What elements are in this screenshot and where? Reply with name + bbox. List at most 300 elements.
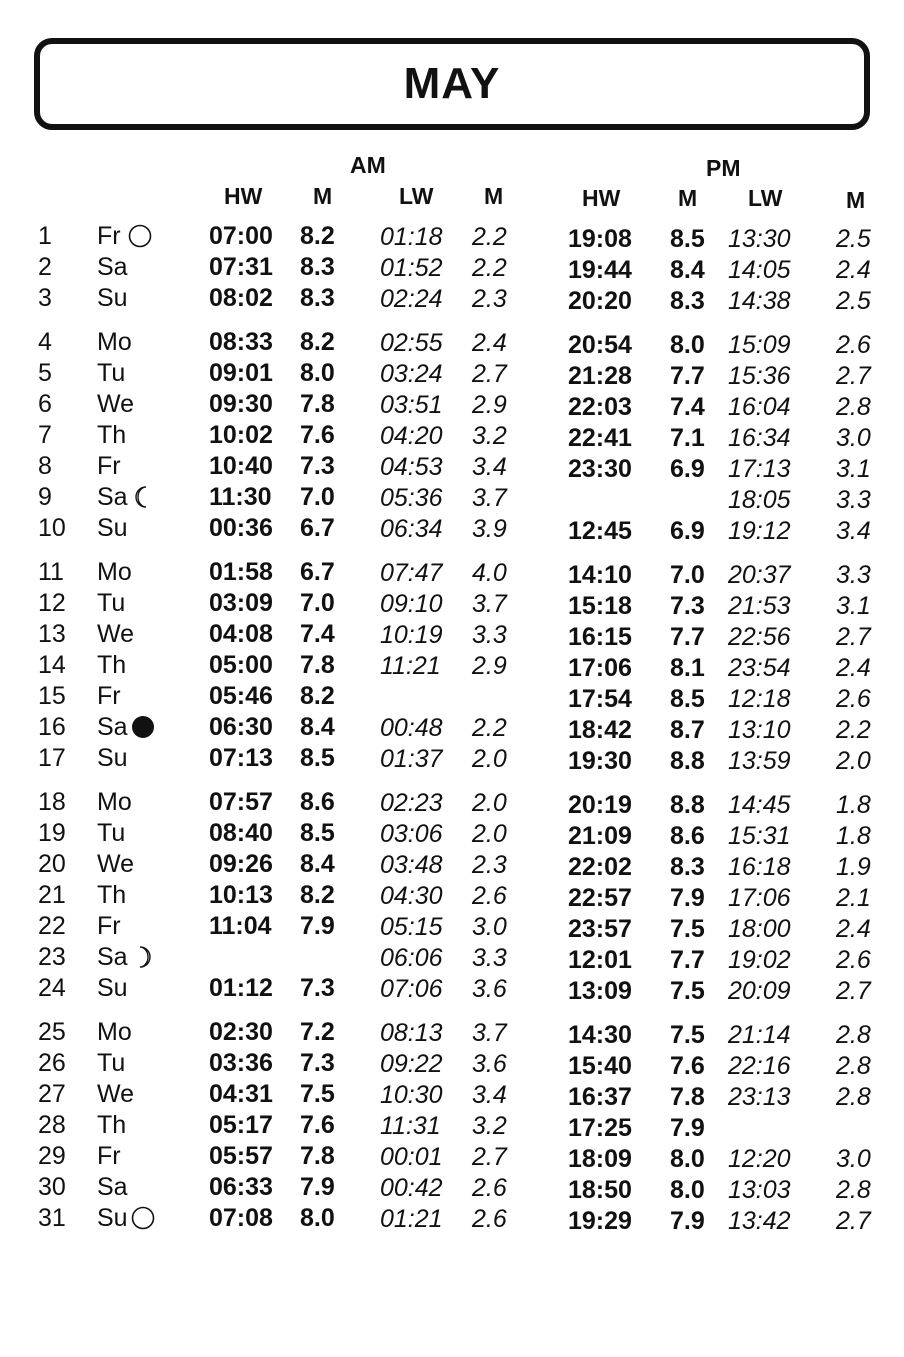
cell-am-hw: 01:58 <box>209 558 273 586</box>
cell-pm-lw: 20:37 <box>728 561 791 589</box>
cell-pm-lw: 14:05 <box>728 256 791 284</box>
cell-am-lw: 05:15 <box>380 913 443 941</box>
cell-am-hw: 02:30 <box>209 1018 273 1046</box>
cell-pm-lw: 23:54 <box>728 654 791 682</box>
cell-am-lw-m: 3.6 <box>472 1050 507 1078</box>
cell-pm-hw-m: 8.5 <box>670 685 705 713</box>
cell-date: 10 <box>38 514 66 542</box>
cell-pm-hw-m: 8.7 <box>670 716 705 744</box>
cell-pm-hw: 15:18 <box>568 592 632 620</box>
cell-am-lw-m: 3.7 <box>472 1019 507 1047</box>
cell-am-hw-m: 8.2 <box>300 881 335 909</box>
cell-pm-hw-m: 7.6 <box>670 1052 705 1080</box>
cell-am-lw: 06:06 <box>380 944 443 972</box>
cell-day: We <box>97 620 135 648</box>
cell-am-lw: 00:48 <box>380 714 443 742</box>
cell-pm-hw: 20:19 <box>568 791 632 819</box>
new-moon-icon <box>131 715 155 739</box>
cell-day: Mo <box>97 558 132 586</box>
cell-date: 13 <box>38 620 66 648</box>
cell-day: Sa <box>97 1173 128 1201</box>
cell-am-hw: 08:33 <box>209 328 273 356</box>
cell-am-hw-m: 7.8 <box>300 390 335 418</box>
cell-pm-hw-m: 7.5 <box>670 977 705 1005</box>
cell-am-hw: 09:01 <box>209 359 273 387</box>
cell-am-hw: 08:02 <box>209 284 273 312</box>
cell-date: 4 <box>38 328 52 356</box>
cell-day: Mo <box>97 1018 132 1046</box>
cell-am-hw: 07:31 <box>209 253 273 281</box>
cell-pm-lw-m: 2.7 <box>836 1207 871 1235</box>
cell-date: 18 <box>38 788 66 816</box>
cell-am-lw: 02:55 <box>380 329 443 357</box>
cell-am-lw: 03:48 <box>380 851 443 879</box>
cell-pm-hw-m: 7.9 <box>670 1207 705 1235</box>
cell-pm-lw-m: 1.8 <box>836 791 871 819</box>
cell-pm-hw-m: 8.5 <box>670 225 705 253</box>
cell-day: We <box>97 850 135 878</box>
cell-pm-hw: 12:45 <box>568 517 632 545</box>
cell-pm-hw-m: 7.3 <box>670 592 705 620</box>
cell-am-hw-m: 7.0 <box>300 589 335 617</box>
cell-am-lw: 10:30 <box>380 1081 443 1109</box>
cell-pm-hw: 19:08 <box>568 225 632 253</box>
cell-am-hw-m: 8.4 <box>300 713 335 741</box>
cell-am-hw: 10:40 <box>209 452 273 480</box>
cell-am-lw-m: 3.0 <box>472 913 507 941</box>
cell-day: Fr <box>97 912 121 940</box>
cell-am-lw-m: 3.9 <box>472 515 507 543</box>
cell-pm-hw-m: 7.1 <box>670 424 705 452</box>
cell-day: Th <box>97 1111 127 1139</box>
cell-am-hw: 01:12 <box>209 974 273 1002</box>
cell-day: Sa <box>97 713 128 741</box>
cell-date: 21 <box>38 881 66 909</box>
cell-am-lw-m: 3.2 <box>472 1112 507 1140</box>
cell-am-lw-m: 2.9 <box>472 391 507 419</box>
cell-pm-lw: 21:14 <box>728 1021 791 1049</box>
cell-date: 26 <box>38 1049 66 1077</box>
cell-pm-hw: 12:01 <box>568 946 632 974</box>
cell-pm-lw-m: 3.3 <box>836 561 871 589</box>
cell-date: 2 <box>38 253 52 281</box>
cell-pm-lw: 14:45 <box>728 791 791 819</box>
first-quarter-icon <box>131 945 155 969</box>
cell-am-lw-m: 2.2 <box>472 223 507 251</box>
cell-pm-lw-m: 3.1 <box>836 455 871 483</box>
cell-pm-lw: 16:18 <box>728 853 791 881</box>
cell-am-lw-m: 2.3 <box>472 851 507 879</box>
cell-am-lw: 08:13 <box>380 1019 443 1047</box>
cell-am-hw: 11:30 <box>209 483 272 511</box>
cell-day: Su <box>97 514 128 542</box>
cell-pm-lw-m: 2.8 <box>836 1052 871 1080</box>
cell-am-lw: 01:21 <box>380 1205 443 1233</box>
cell-pm-lw: 19:12 <box>728 517 791 545</box>
cell-pm-hw: 22:41 <box>568 424 632 452</box>
cell-am-lw: 01:18 <box>380 223 443 251</box>
cell-pm-hw-m: 7.0 <box>670 561 705 589</box>
cell-am-hw-m: 7.8 <box>300 1142 335 1170</box>
cell-am-lw-m: 2.6 <box>472 882 507 910</box>
cell-am-hw: 09:26 <box>209 850 273 878</box>
cell-am-hw: 10:13 <box>209 881 273 909</box>
cell-pm-hw-m: 8.0 <box>670 331 705 359</box>
cell-day: Fr <box>97 1142 121 1170</box>
cell-pm-hw: 14:10 <box>568 561 632 589</box>
cell-pm-lw: 23:13 <box>728 1083 791 1111</box>
cell-day: Fr <box>97 682 121 710</box>
cell-date: 15 <box>38 682 66 710</box>
cell-pm-hw-m: 7.9 <box>670 884 705 912</box>
cell-pm-hw: 23:30 <box>568 455 632 483</box>
pm-hw-header: HW <box>582 185 621 211</box>
cell-pm-hw-m: 8.1 <box>670 654 705 682</box>
cell-pm-lw-m: 2.8 <box>836 1021 871 1049</box>
cell-pm-lw-m: 2.1 <box>836 884 871 912</box>
cell-am-hw-m: 8.4 <box>300 850 335 878</box>
cell-am-hw-m: 8.2 <box>300 328 335 356</box>
cell-am-lw-m: 2.6 <box>472 1174 507 1202</box>
cell-am-hw-m: 6.7 <box>300 558 335 586</box>
cell-date: 25 <box>38 1018 66 1046</box>
cell-pm-lw: 15:09 <box>728 331 791 359</box>
cell-pm-lw: 17:06 <box>728 884 791 912</box>
cell-am-hw: 07:08 <box>209 1204 273 1232</box>
full-moon-icon <box>128 224 152 248</box>
cell-pm-hw-m: 7.9 <box>670 1114 705 1142</box>
cell-pm-lw-m: 2.7 <box>836 362 871 390</box>
pm-header: PM <box>706 155 741 181</box>
cell-pm-hw: 19:29 <box>568 1207 632 1235</box>
cell-day: We <box>97 1080 135 1108</box>
cell-day: Su <box>97 1204 128 1232</box>
cell-am-lw: 02:24 <box>380 285 443 313</box>
pm-lw-m-header: M <box>846 187 866 213</box>
cell-pm-hw-m: 8.8 <box>670 747 705 775</box>
cell-pm-lw: 19:02 <box>728 946 791 974</box>
cell-pm-hw-m: 6.9 <box>670 517 705 545</box>
cell-am-lw-m: 2.7 <box>472 1143 507 1171</box>
cell-day: Tu <box>97 589 126 617</box>
cell-date: 27 <box>38 1080 66 1108</box>
cell-pm-hw: 22:03 <box>568 393 632 421</box>
cell-am-lw-m: 3.2 <box>472 422 507 450</box>
cell-am-hw: 05:00 <box>209 651 273 679</box>
cell-pm-lw-m: 1.9 <box>836 853 871 881</box>
cell-date: 30 <box>38 1173 66 1201</box>
full-moon-icon <box>131 1206 155 1230</box>
cell-day: Mo <box>97 788 132 816</box>
cell-pm-lw-m: 2.4 <box>836 256 871 284</box>
cell-pm-hw: 18:50 <box>568 1176 632 1204</box>
cell-pm-lw: 13:30 <box>728 225 791 253</box>
cell-pm-lw: 21:53 <box>728 592 791 620</box>
cell-am-hw: 06:30 <box>209 713 273 741</box>
cell-pm-hw-m: 8.0 <box>670 1145 705 1173</box>
cell-date: 16 <box>38 713 66 741</box>
cell-am-hw-m: 7.6 <box>300 421 335 449</box>
cell-pm-lw-m: 2.5 <box>836 287 871 315</box>
cell-am-lw-m: 2.2 <box>472 714 507 742</box>
cell-pm-hw: 19:44 <box>568 256 632 284</box>
cell-am-hw-m: 8.5 <box>300 744 335 772</box>
cell-am-lw-m: 3.4 <box>472 453 507 481</box>
cell-am-lw: 07:06 <box>380 975 443 1003</box>
cell-am-lw: 11:31 <box>380 1112 441 1140</box>
cell-am-hw-m: 8.6 <box>300 788 335 816</box>
cell-am-hw-m: 6.7 <box>300 514 335 542</box>
pm-lw-header: LW <box>748 185 783 211</box>
cell-am-hw: 05:57 <box>209 1142 273 1170</box>
cell-pm-hw: 20:54 <box>568 331 632 359</box>
month-title: MAY <box>403 59 501 108</box>
cell-am-lw-m: 2.6 <box>472 1205 507 1233</box>
cell-pm-lw: 13:59 <box>728 747 791 775</box>
cell-date: 28 <box>38 1111 66 1139</box>
cell-pm-lw: 13:10 <box>728 716 791 744</box>
cell-am-hw: 06:33 <box>209 1173 273 1201</box>
cell-pm-lw: 22:56 <box>728 623 791 651</box>
cell-am-hw: 08:40 <box>209 819 273 847</box>
cell-day: Th <box>97 421 127 449</box>
cell-pm-lw-m: 2.6 <box>836 685 871 713</box>
cell-date: 19 <box>38 819 66 847</box>
cell-date: 17 <box>38 744 66 772</box>
month-title-box <box>34 38 870 130</box>
cell-pm-lw: 18:00 <box>728 915 791 943</box>
cell-am-hw: 05:46 <box>209 682 273 710</box>
cell-day: Th <box>97 651 127 679</box>
cell-am-lw-m: 2.0 <box>472 789 507 817</box>
cell-date: 24 <box>38 974 66 1002</box>
cell-am-lw: 02:23 <box>380 789 443 817</box>
cell-am-hw-m: 8.2 <box>300 222 335 250</box>
cell-date: 12 <box>38 589 66 617</box>
cell-date: 6 <box>38 390 52 418</box>
cell-date: 22 <box>38 912 66 940</box>
cell-am-lw-m: 2.7 <box>472 360 507 388</box>
cell-pm-lw: 15:36 <box>728 362 791 390</box>
cell-am-hw: 03:09 <box>209 589 273 617</box>
cell-pm-lw: 20:09 <box>728 977 791 1005</box>
cell-am-lw: 00:42 <box>380 1174 443 1202</box>
cell-day: We <box>97 390 135 418</box>
cell-am-lw-m: 3.3 <box>472 621 507 649</box>
cell-am-hw: 04:31 <box>209 1080 273 1108</box>
cell-pm-hw: 15:40 <box>568 1052 632 1080</box>
cell-am-hw-m: 8.3 <box>300 253 335 281</box>
cell-pm-hw: 23:57 <box>568 915 632 943</box>
cell-pm-hw-m: 7.5 <box>670 1021 705 1049</box>
cell-pm-hw-m: 7.7 <box>670 362 705 390</box>
cell-am-lw: 03:51 <box>380 391 443 419</box>
cell-pm-lw: 15:31 <box>728 822 791 850</box>
cell-date: 9 <box>38 483 52 511</box>
cell-pm-lw-m: 3.0 <box>836 424 871 452</box>
cell-pm-lw: 13:03 <box>728 1176 791 1204</box>
am-hw-m-header: M <box>313 183 333 209</box>
cell-am-hw-m: 7.3 <box>300 1049 335 1077</box>
cell-am-hw-m: 7.3 <box>300 452 335 480</box>
cell-pm-hw: 22:57 <box>568 884 632 912</box>
cell-am-hw: 00:36 <box>209 514 273 542</box>
cell-date: 3 <box>38 284 52 312</box>
cell-am-lw: 03:24 <box>380 360 443 388</box>
cell-pm-lw: 13:42 <box>728 1207 791 1235</box>
cell-pm-hw: 17:54 <box>568 685 632 713</box>
am-lw-m-header: M <box>484 183 504 209</box>
cell-am-hw-m: 7.9 <box>300 1173 335 1201</box>
cell-pm-lw: 16:04 <box>728 393 791 421</box>
cell-pm-hw: 16:37 <box>568 1083 632 1111</box>
cell-am-lw: 05:36 <box>380 484 443 512</box>
cell-am-lw: 04:53 <box>380 453 443 481</box>
cell-pm-hw-m: 7.7 <box>670 623 705 651</box>
cell-day: Sa <box>97 253 128 281</box>
cell-pm-lw-m: 2.6 <box>836 331 871 359</box>
cell-pm-hw: 21:09 <box>568 822 632 850</box>
cell-am-hw-m: 7.8 <box>300 651 335 679</box>
cell-day: Fr <box>97 452 121 480</box>
cell-pm-lw: 16:34 <box>728 424 791 452</box>
cell-am-hw-m: 7.0 <box>300 483 335 511</box>
cell-pm-lw-m: 1.8 <box>836 822 871 850</box>
cell-pm-lw-m: 2.4 <box>836 915 871 943</box>
cell-pm-hw-m: 7.8 <box>670 1083 705 1111</box>
cell-pm-hw: 14:30 <box>568 1021 632 1049</box>
cell-am-lw: 11:21 <box>380 652 441 680</box>
cell-pm-hw-m: 6.9 <box>670 455 705 483</box>
cell-pm-lw-m: 2.6 <box>836 946 871 974</box>
cell-am-lw: 03:06 <box>380 820 443 848</box>
cell-pm-lw-m: 2.7 <box>836 623 871 651</box>
cell-day: Su <box>97 284 128 312</box>
cell-pm-hw: 22:02 <box>568 853 632 881</box>
cell-day: Sa <box>97 943 128 971</box>
cell-am-lw-m: 2.9 <box>472 652 507 680</box>
cell-am-lw: 06:34 <box>380 515 443 543</box>
cell-day: Tu <box>97 359 126 387</box>
cell-pm-lw-m: 2.8 <box>836 1176 871 1204</box>
cell-am-lw: 07:47 <box>380 559 443 587</box>
cell-am-hw-m: 8.2 <box>300 682 335 710</box>
cell-am-lw-m: 2.0 <box>472 745 507 773</box>
cell-day: Fr <box>97 222 121 250</box>
cell-am-lw-m: 2.0 <box>472 820 507 848</box>
cell-date: 8 <box>38 452 52 480</box>
cell-pm-lw-m: 3.0 <box>836 1145 871 1173</box>
cell-date: 11 <box>38 558 64 586</box>
cell-am-hw-m: 7.9 <box>300 912 335 940</box>
cell-am-lw-m: 3.6 <box>472 975 507 1003</box>
cell-pm-lw-m: 3.3 <box>836 486 871 514</box>
cell-am-lw: 04:30 <box>380 882 443 910</box>
cell-pm-hw: 18:42 <box>568 716 632 744</box>
cell-pm-hw: 18:09 <box>568 1145 632 1173</box>
am-header: AM <box>350 152 386 178</box>
cell-am-hw: 11:04 <box>209 912 272 940</box>
am-lw-header: LW <box>399 183 434 209</box>
cell-am-hw: 05:17 <box>209 1111 273 1139</box>
cell-pm-lw: 17:13 <box>728 455 791 483</box>
cell-date: 1 <box>38 222 52 250</box>
cell-pm-lw-m: 2.5 <box>836 225 871 253</box>
cell-day: Tu <box>97 819 126 847</box>
pm-hw-m-header: M <box>678 185 698 211</box>
cell-am-lw: 01:37 <box>380 745 443 773</box>
cell-day: Th <box>97 881 127 909</box>
cell-date: 7 <box>38 421 52 449</box>
cell-am-hw-m: 7.6 <box>300 1111 335 1139</box>
cell-am-lw: 09:22 <box>380 1050 443 1078</box>
cell-pm-hw-m: 7.5 <box>670 915 705 943</box>
cell-am-hw-m: 8.0 <box>300 359 335 387</box>
cell-am-lw-m: 3.4 <box>472 1081 507 1109</box>
cell-pm-lw: 22:16 <box>728 1052 791 1080</box>
cell-am-lw: 04:20 <box>380 422 443 450</box>
cell-am-hw-m: 8.5 <box>300 819 335 847</box>
cell-pm-hw-m: 8.4 <box>670 256 705 284</box>
last-quarter-icon <box>131 485 155 509</box>
cell-am-hw: 07:13 <box>209 744 273 772</box>
cell-pm-hw: 17:06 <box>568 654 632 682</box>
cell-pm-hw-m: 8.3 <box>670 287 705 315</box>
cell-am-hw: 03:36 <box>209 1049 273 1077</box>
cell-date: 5 <box>38 359 52 387</box>
cell-am-hw: 09:30 <box>209 390 273 418</box>
cell-date: 31 <box>38 1204 66 1232</box>
cell-am-lw: 01:52 <box>380 254 443 282</box>
cell-am-lw: 09:10 <box>380 590 443 618</box>
cell-day: Tu <box>97 1049 126 1077</box>
cell-pm-hw-m: 7.7 <box>670 946 705 974</box>
cell-pm-hw-m: 8.3 <box>670 853 705 881</box>
cell-am-lw: 10:19 <box>380 621 443 649</box>
cell-pm-hw: 17:25 <box>568 1114 632 1142</box>
cell-date: 14 <box>38 651 66 679</box>
cell-pm-lw-m: 2.2 <box>836 716 871 744</box>
cell-am-lw: 00:01 <box>380 1143 443 1171</box>
cell-am-hw: 04:08 <box>209 620 273 648</box>
cell-am-hw-m: 7.5 <box>300 1080 335 1108</box>
cell-pm-hw: 13:09 <box>568 977 632 1005</box>
cell-pm-lw-m: 2.8 <box>836 393 871 421</box>
cell-pm-lw-m: 2.7 <box>836 977 871 1005</box>
cell-pm-lw-m: 2.0 <box>836 747 871 775</box>
cell-am-lw-m: 2.2 <box>472 254 507 282</box>
cell-pm-lw: 14:38 <box>728 287 791 315</box>
cell-am-lw-m: 4.0 <box>472 559 507 587</box>
cell-day: Sa <box>97 483 128 511</box>
cell-pm-hw-m: 8.8 <box>670 791 705 819</box>
cell-pm-hw: 20:20 <box>568 287 632 315</box>
cell-date: 20 <box>38 850 66 878</box>
cell-am-hw-m: 8.3 <box>300 284 335 312</box>
cell-am-lw-m: 3.7 <box>472 484 507 512</box>
cell-pm-hw-m: 7.4 <box>670 393 705 421</box>
cell-am-hw: 07:57 <box>209 788 273 816</box>
cell-pm-hw-m: 8.0 <box>670 1176 705 1204</box>
cell-pm-hw: 16:15 <box>568 623 632 651</box>
cell-pm-lw: 18:05 <box>728 486 791 514</box>
cell-am-hw-m: 7.3 <box>300 974 335 1002</box>
cell-am-hw-m: 7.4 <box>300 620 335 648</box>
cell-day: Su <box>97 974 128 1002</box>
cell-pm-lw-m: 2.4 <box>836 654 871 682</box>
cell-pm-hw: 19:30 <box>568 747 632 775</box>
cell-am-hw: 10:02 <box>209 421 273 449</box>
